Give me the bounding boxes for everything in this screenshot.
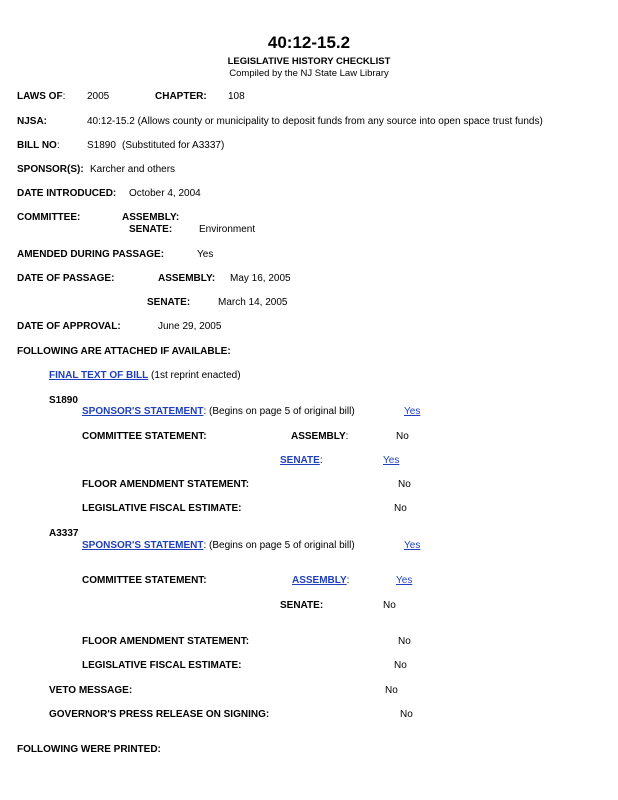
s1890-senate-yes-link[interactable]: Yes: [383, 455, 400, 466]
bill-no-label: BILL NO: [17, 140, 57, 151]
passage-assembly-value: May 16, 2005: [230, 273, 291, 284]
sponsors-value: Karcher and others: [90, 164, 176, 175]
governor-label: GOVERNOR'S PRESS RELEASE ON SIGNING:: [49, 709, 270, 720]
s1890-assembly-label-row: [291, 431, 348, 443]
s1890-sponsor-statement-link[interactable]: SPONSOR'S STATEMENT: [82, 406, 204, 417]
a3337-sponsor-yes-link[interactable]: Yes: [404, 540, 421, 551]
final-text-row: [49, 370, 241, 382]
a3337-sponsor-note: : (Begins on page 5 of original bill): [203, 540, 355, 551]
amended-label: AMENDED DURING PASSAGE:: [17, 249, 165, 260]
final-text-note: (1st reprint enacted): [151, 370, 241, 381]
committee-label: COMMITTEE:: [17, 212, 81, 223]
compiled-by: Compiled by the NJ State Law Library: [229, 68, 389, 79]
s1890-senate-colon: :: [319, 455, 323, 466]
s1890-sponsor-row: [82, 406, 355, 418]
s1890-fiscal-label: LEGISLATIVE FISCAL ESTIMATE:: [82, 503, 242, 514]
a3337-sponsor-row: [82, 540, 355, 552]
laws-of-label-row: [17, 91, 65, 103]
s1890-floor-value: No: [398, 479, 411, 490]
s1890-senate-link[interactable]: SENATE: [280, 455, 320, 466]
s1890-assembly-value: No: [396, 431, 409, 442]
a3337-senate-label: SENATE:: [280, 600, 324, 611]
passage-senate-value: March 14, 2005: [218, 297, 288, 308]
s1890-sponsor-note: : (Begins on page 5 of original bill): [203, 406, 355, 417]
s1890-floor-label: FLOOR AMENDMENT STATEMENT:: [82, 479, 250, 490]
veto-value: No: [385, 685, 398, 696]
checklist-subtitle: LEGISLATIVE HISTORY CHECKLIST: [227, 56, 391, 67]
date-introduced-label: DATE INTRODUCED:: [17, 188, 117, 199]
chapter-label: CHAPTER:: [155, 91, 207, 102]
date-introduced-value: October 4, 2004: [129, 188, 201, 199]
a3337-label: A3337: [49, 528, 79, 539]
committee-senate-value: Environment: [199, 224, 256, 235]
page-title: 40:12-15.2: [267, 33, 351, 52]
veto-label: VETO MESSAGE:: [49, 685, 133, 696]
a3337-senate-value: No: [383, 600, 396, 611]
s1890-senate-row: [280, 455, 323, 467]
bill-no-colon: :: [56, 140, 60, 151]
s1890-assembly-colon: :: [345, 431, 349, 442]
a3337-assembly-colon: :: [346, 575, 350, 586]
bill-no-label-row: [17, 140, 60, 152]
s1890-sponsor-yes-link[interactable]: Yes: [404, 406, 421, 417]
date-of-passage-label: DATE OF PASSAGE:: [17, 273, 115, 284]
a3337-fiscal-value: No: [394, 660, 407, 671]
laws-of-label: LAWS OF: [17, 91, 63, 102]
s1890-assembly-label: ASSEMBLY: [291, 431, 346, 442]
s1890-fiscal-value: No: [394, 503, 407, 514]
a3337-assembly-link[interactable]: ASSEMBLY: [292, 575, 347, 586]
a3337-floor-label: FLOOR AMENDMENT STATEMENT:: [82, 636, 250, 647]
bill-no-value: S1890: [87, 140, 116, 151]
a3337-assembly-yes-link[interactable]: Yes: [396, 575, 413, 586]
sponsors-label: SPONSOR(S):: [17, 164, 84, 175]
a3337-committee-label: COMMITTEE STATEMENT:: [82, 575, 207, 586]
njsa-label: NJSA:: [17, 116, 48, 127]
committee-assembly-label: ASSEMBLY:: [122, 212, 180, 223]
s1890-committee-label: COMMITTEE STATEMENT:: [82, 431, 207, 442]
attached-heading: FOLLOWING ARE ATTACHED IF AVAILABLE:: [17, 346, 231, 357]
a3337-sponsor-statement-link[interactable]: SPONSOR'S STATEMENT: [82, 540, 204, 551]
passage-assembly-label: ASSEMBLY:: [158, 273, 216, 284]
date-of-approval-label: DATE OF APPROVAL:: [17, 321, 121, 332]
final-text-link[interactable]: FINAL TEXT OF BILL: [49, 370, 149, 381]
a3337-fiscal-label: LEGISLATIVE FISCAL ESTIMATE:: [82, 660, 242, 671]
chapter-value: 108: [228, 91, 245, 102]
a3337-floor-value: No: [398, 636, 411, 647]
amended-value: Yes: [197, 249, 214, 260]
bill-no-note: (Substituted for A3337): [122, 140, 225, 151]
laws-of-value: 2005: [87, 91, 110, 102]
committee-senate-label: SENATE:: [129, 224, 173, 235]
date-of-approval-value: June 29, 2005: [158, 321, 222, 332]
passage-senate-label: SENATE:: [147, 297, 191, 308]
njsa-value: 40:12-15.2 (Allows county or municipality to deposit funds from any source into open space trust funds): [87, 116, 543, 127]
laws-of-colon: :: [62, 91, 66, 102]
s1890-label: S1890: [49, 395, 78, 406]
printed-heading: FOLLOWING WERE PRINTED:: [17, 744, 161, 755]
governor-value: No: [400, 709, 413, 720]
a3337-assembly-row: [292, 575, 349, 587]
